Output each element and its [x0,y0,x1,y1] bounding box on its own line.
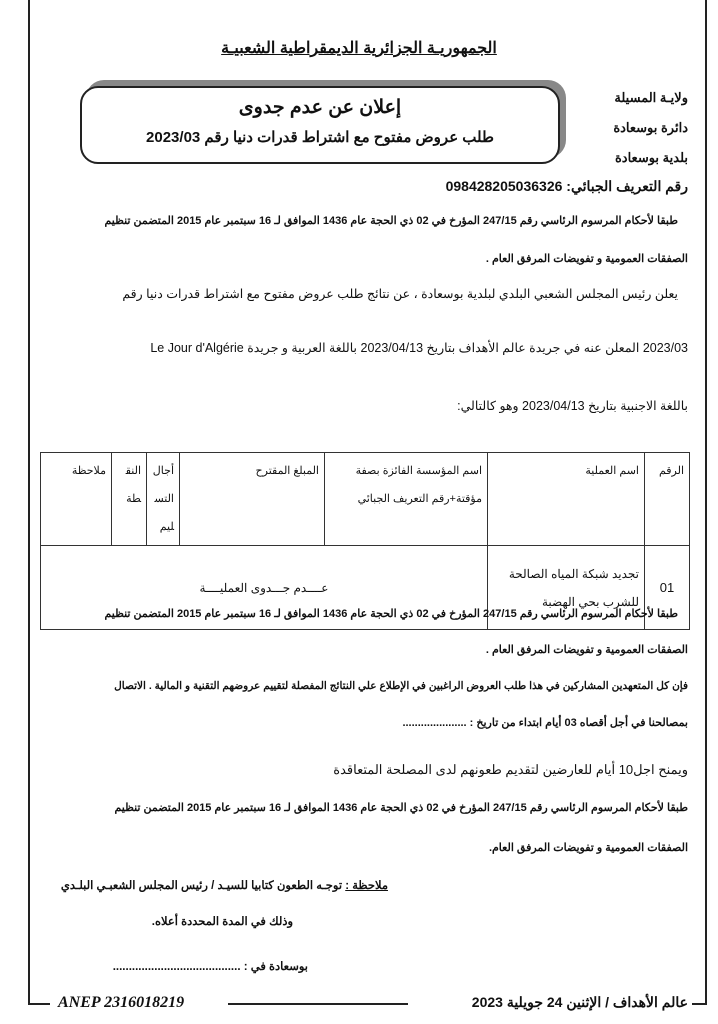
frame-left [28,0,30,1004]
place-date: بوسعادة في : ........................................ [112,961,308,973]
row-operation: تجديد شبكة المياه الصالحة للشرب بحي الهضبة [488,546,645,630]
frame-bottom [28,1003,50,1005]
col-number: الرقم [645,453,690,546]
col-note: ملاحظة [41,453,112,546]
decree-line-1: طبقا لأحكام المرسوم الرئاسي رقم 247/15 المؤرخ في 02 ذي الحجة عام 1436 الموافق لـ 16 سبتمبر عام 2015 المتضمن تنظيم [104,215,678,227]
col-operation: اسم العملية [488,453,645,546]
col-score: النقطة [112,453,147,546]
note-text: توجـه الطعون كتابيا للسيـد / رئيس المجلس الشعبـي البلـدي [60,880,343,892]
republic-title: الجمهوريـة الجزائرية الديمقراطية الشعبيـة [221,40,497,57]
newspaper-date: عالم الأهداف / الإثنين 24 جويلية 2023 [471,994,688,1010]
decree2-line-1: طبقا لأحكام المرسوم الرئاسي رقم 247/15 المؤرخ في 02 ذي الحجة عام 1436 الموافق لـ 16 سبتمبر عام 2015 المتضمن تنظيم [104,608,678,620]
tax-id: رقم التعريف الجبائي: 09842820503632​6 [445,178,688,194]
decree2-line-2: الصفقات العمومية و تفويضات المرفق العام . [485,644,688,656]
frame-bottom [228,1003,408,1005]
col-amount: المبلغ المقترح [180,453,325,546]
results-table [40,452,690,630]
note-label: ملاحظة : [345,880,388,892]
note [34,878,388,892]
row-result: عــــدم جـــدوى العمليــــة [41,546,488,630]
decree-line-2: الصفقات العمومية و تفويضات المرفق العام . [485,253,688,265]
notice-box [80,86,560,164]
announce-line-3: باللغة الاجنبية بتاريخ 2023/04/13 وهو كالتالي: [457,399,688,413]
anep-reference: ANEP 2316018219 [58,994,185,1011]
note-line-2: وذلك في المدة المحددة أعلاه. [151,916,293,928]
frame-right [705,0,707,1004]
announce-line-2: 2023/03 المعلن عنه في جريدة عالم الأهداف بتاريخ 2023/04/13 باللغة العربية و جريدة Le Jour d'Algérie [150,341,688,355]
wilaya-label: ولايـة المسيلة [614,90,688,105]
table-header-row [41,453,690,546]
col-delivery: أجال التسليم [147,453,180,546]
decree3-line-1: طبقا لأحكام المرسوم الرئاسي رقم 247/15 المؤرخ في 02 ذي الحجة عام 1436 الموافق لـ 16 سبتمبر عام 2015 المتضمن تنظيم [114,802,688,814]
daira-label: دائرة بوسعادة [613,120,688,135]
row-number: 01 [645,546,690,630]
invite-line-2: بمصالحنا في أجل أقصاه 03 أيام ابتداء من تاريخ : ..................... [402,717,688,729]
notice-subtitle: طلب عروض مفتوح مع اشتراط قدرات دنيا رقم 2023/03 [146,129,494,146]
frame-bottom [692,1003,707,1005]
appeal-line: ويمنح اجل10 أيام للعارضين لتقديم طعونهم لدى المصلحة المتعاقدة [333,762,688,777]
col-company: اسم المؤسسة الفائزة بصفة مؤقتة+رقم التعريف الجبائي [325,453,488,546]
decree3-line-2: الصفقات العمومية و تفويضات المرفق العام. [488,842,688,854]
notice-title: إعلان عن عدم جدوى [238,97,402,118]
invite-line-1: فإن كل المتعهدين المشاركين في هذا طلب العروض الراغبين في الإطلاع علي النتائج المفصلة لتقييم عروضهم التقنية و المالية . الاتصال [114,680,688,692]
announce-line-1: يعلن رئيس المجلس الشعبي البلدي لبلدية بوسعادة ، عن نتائج طلب عروض مفتوح مع اشتراط قدرات دنيا رقم [122,287,678,301]
commune-label: بلدية بوسعادة [614,150,688,165]
